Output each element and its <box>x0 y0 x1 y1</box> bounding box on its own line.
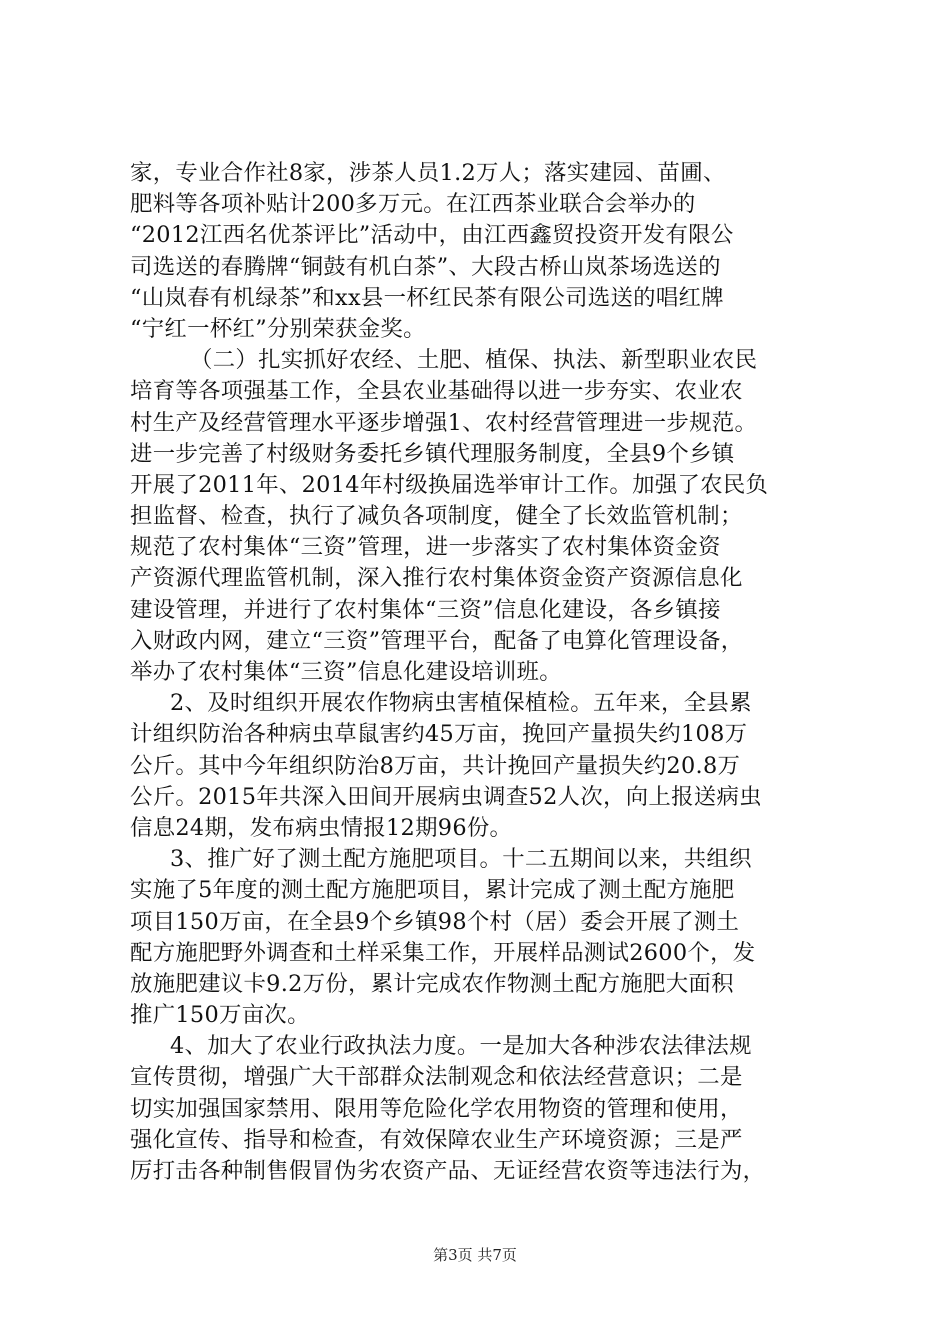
text-line: 配方施肥野外调查和土样采集工作，开展样品测试2600个，发 <box>130 939 756 966</box>
text-line: 3、推广好了测土配方施肥项目。十二五期间以来，共组织 <box>170 846 752 873</box>
text-line: 宣传贯彻，增强广大干部群众法制观念和依法经营意识；二是 <box>130 1064 743 1091</box>
text-line: 项目150万亩，在全县9个乡镇98个村（居）委会开展了测土 <box>130 908 740 935</box>
text-line: 信息24期，发布病虫情报12期96份。 <box>130 814 513 841</box>
text-line: 司选送的春腾牌“铜鼓有机白茶”、大段古桥山岚茶场选送的 <box>130 253 721 280</box>
text-line: 培育等各项强基工作，全县农业基础得以进一步夯实、农业农 <box>130 378 743 405</box>
text-line: 家，专业合作社8家，涉茶人员1.2万人；落实建园、苗圃、 <box>130 160 726 186</box>
text-line: 2、及时组织开展农作物病虫害植保植检。五年来，全县累 <box>170 690 752 717</box>
text-line: （二）扎实抓好农经、土肥、植保、执法、新型职业农民 <box>190 347 758 374</box>
text-line: 切实加强国家禁用、限用等危险化学农用物资的管理和使用， <box>130 1095 743 1122</box>
text-line: 厉打击各种制售假冒伪劣农资产品、无证经营农资等违法行为， <box>130 1158 766 1184</box>
text-line: 放施肥建议卡9.2万份，累计完成农作物测土配方施肥大面积 <box>130 970 734 997</box>
text-line: 建设管理，并进行了农村集体“三资”信息化建设，各乡镇接 <box>130 596 721 623</box>
text-line: 进一步完善了村级财务委托乡镇代理服务制度，全县9个乡镇 <box>130 440 735 467</box>
text-line: 计组织防治各种病虫草鼠害约45万亩，挽回产量损失约108万 <box>130 721 748 748</box>
text-line: 公斤。2015年共深入田间开展病虫调查52人次，向上报送病虫 <box>130 783 762 810</box>
text-line: 开展了2011年、2014年村级换届选举审计工作。加强了农民负 <box>130 471 769 498</box>
text-line: 入财政内网，建立“三资”管理平台，配备了电算化管理设备， <box>130 627 744 654</box>
text-line: “山岚春有机绿茶”和xx县一杯红民茶有限公司选送的唱红牌 <box>130 284 724 311</box>
text-line: 公斤。其中今年组织防治8万亩，共计挽回产量损失约20.8万 <box>130 752 741 779</box>
text-line: 举办了农村集体“三资”信息化建设培训班。 <box>130 659 562 685</box>
text-line: 实施了5年度的测土配方施肥项目，累计完成了测土配方施肥 <box>130 877 735 904</box>
text-line: 4、加大了农业行政执法力度。一是加大各种涉农法律法规 <box>170 1033 752 1060</box>
text-line: “2012江西名优茶评比”活动中，由江西鑫贸投资开发有限公 <box>130 222 734 249</box>
text-line: 肥料等各项补贴计200多万元。在江西茶业联合会举办的 <box>130 191 696 218</box>
text-line: 规范了农村集体“三资”管理，进一步落实了农村集体资金资 <box>130 534 721 561</box>
text-line: 强化宣传、指导和检查，有效保障农业生产环境资源；三是严 <box>130 1126 743 1153</box>
text-line: “宁红一杯红”分别荣获金奖。 <box>130 315 426 342</box>
text-line: 村生产及经营管理水平逐步增强1、农村经营管理进一步规范。 <box>130 409 758 436</box>
document-body <box>130 158 830 1187</box>
text-line: 推广150万亩次。 <box>130 1002 310 1029</box>
text-line: 产资源代理监管机制，深入推行农村集体资金资产资源信息化 <box>130 565 743 592</box>
page-footer: 第3页 共7页 <box>433 1246 517 1264</box>
text-line: 担监督、检查，执行了减负各项制度，健全了长效监管机制； <box>130 503 743 530</box>
